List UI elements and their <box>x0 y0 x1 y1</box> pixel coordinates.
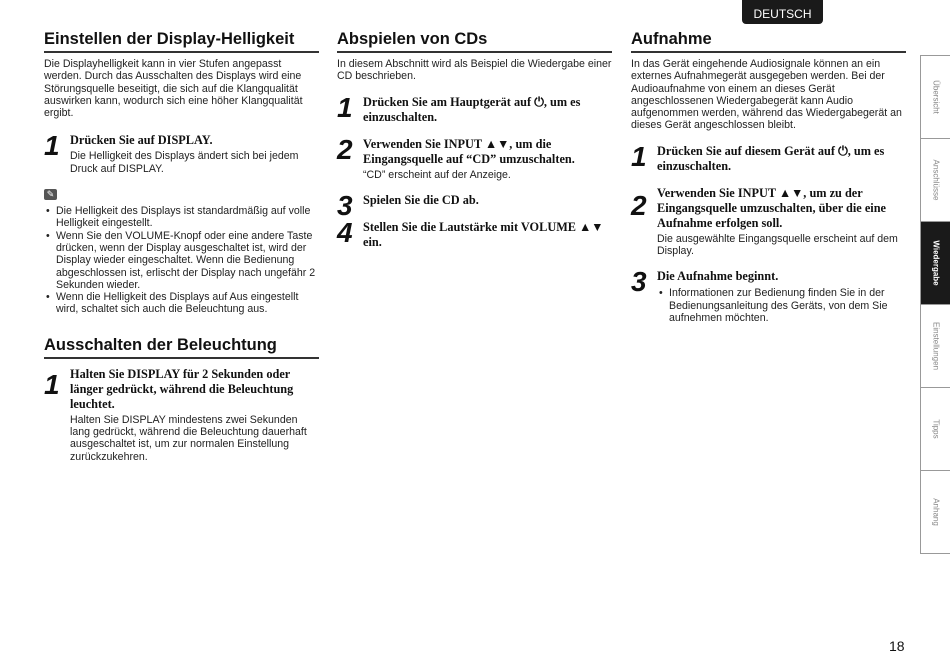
step-description: Die ausgewählte Eingangsquelle erscheint auf dem Display. <box>657 232 898 258</box>
side-tab-wiedergabe[interactable] <box>920 222 950 305</box>
notes-list <box>44 205 319 316</box>
step-description: “CD” erscheint auf der Anzeige. <box>363 168 511 181</box>
side-tab-uebersicht[interactable] <box>920 56 950 139</box>
step-title: Drücken Sie auf DISPLAY. <box>70 133 213 148</box>
step <box>337 216 612 250</box>
step <box>44 367 319 463</box>
side-tab-label: Wiedergabe <box>931 240 940 286</box>
side-tab-anschluesse[interactable] <box>920 139 950 222</box>
step-number: 4 <box>337 216 353 248</box>
note-item: • Wenn Sie den VOLUME-Knopf oder eine andere Taste drücken, wenn der Display ausgeschaltet ist, wird der Display wieder eingeschaltet. Wenn die Bedienung abgeschlossen ist, erlischt der Display nach ungefähr 2 Sekunden wieder. <box>44 230 319 291</box>
step-number: 1 <box>44 130 60 162</box>
step <box>337 133 612 181</box>
step-number: 3 <box>337 189 353 221</box>
section-intro: Die Displayhelligkeit kann in vier Stufen angepasst werden. Durch das Ausschalten des Displays wird eine Störungsquelle beseitigt, die sich auf die Klangqualität auswirken kann, wodurch sich eine höher Klangqualität ergibt. <box>44 58 303 120</box>
note-item: • Wenn die Helligkeit des Displays auf Aus eingestellt wird, schaltet sich auch die Beleuchtung aus. <box>44 291 319 316</box>
side-navigation <box>920 55 950 554</box>
step <box>337 91 612 125</box>
step <box>337 189 612 221</box>
step-title: Spielen Sie die CD ab. <box>363 192 479 207</box>
note-pencil-icon: ✎ <box>44 189 57 200</box>
step-number: 2 <box>337 133 353 165</box>
step <box>631 140 906 174</box>
step <box>44 130 319 175</box>
step-title: Die Aufnahme beginnt. <box>657 269 779 284</box>
section-title-backlight-off: Ausschalten der Beleuchtung <box>44 336 319 359</box>
bullet-item: • Informationen zur Bedienung finden Sie in der Bedienungsanleitung des Geräts, von dem Sie aufnehmen möchten. <box>657 287 906 324</box>
step-number: 1 <box>631 140 647 172</box>
side-tab-anhang[interactable] <box>920 471 950 554</box>
side-tab-label: Einstellungen <box>931 321 940 371</box>
section-title-cd-playback: Abspielen von CDs <box>337 30 612 53</box>
step-title: Verwenden Sie INPUT ▲▼, um die Eingangsquelle auf “CD” umzuschalten. <box>363 136 575 166</box>
section-intro: In diesem Abschnitt wird als Beispiel die Wiedergabe einer CD beschrieben. <box>337 58 612 83</box>
step-description: Die Helligkeit des Displays ändert sich bei jedem Druck auf DISPLAY. <box>70 150 299 175</box>
step <box>631 186 906 258</box>
page-number: 18 <box>889 638 905 654</box>
side-tab-label: Anschlüsse <box>931 159 940 201</box>
side-tab-tipps[interactable] <box>920 388 950 471</box>
step-number: 1 <box>337 91 353 123</box>
side-tab-einstellungen[interactable] <box>920 305 950 388</box>
language-badge: DEUTSCH <box>742 0 823 24</box>
section-title-display-brightness: Einstellen der Display-Helligkeit <box>44 30 319 53</box>
step-number: 1 <box>44 368 60 400</box>
side-tab-label: Anhang <box>931 498 940 526</box>
step <box>631 266 906 324</box>
note-item: • Die Helligkeit des Displays ist standardmäßig auf volle Helligkeit eingestellt. <box>44 205 319 230</box>
section-title-recording: Aufnahme <box>631 30 906 53</box>
column-display-brightness <box>44 30 319 463</box>
step-title: Halten Sie DISPLAY für 2 Sekunden oder länger gedrückt, während die Beleuchtung leuchtet. <box>70 366 294 411</box>
step-number: 2 <box>631 189 647 221</box>
side-tab-label: Übersicht <box>931 80 940 114</box>
step-title: Drücken Sie auf diesem Gerät auf ⏻, um es einzuschalten. <box>657 143 885 173</box>
column-recording <box>631 30 906 324</box>
column-cd-playback <box>337 30 612 250</box>
step-number: 3 <box>631 266 647 298</box>
step-bullets <box>657 287 906 324</box>
step-description: Halten Sie DISPLAY mindestens zwei Sekunden lang gedrückt, während die Beleuchtung dauerhaft ausgeschaltet ist, um zur normalen Einstellung zurückzukehren. <box>70 413 307 463</box>
step-title: Stellen Sie die Lautstärke mit VOLUME ▲▼ ein. <box>363 219 604 249</box>
side-tab-label: Tipps <box>931 419 940 439</box>
step-title: Drücken Sie am Hauptgerät auf ⏻, um es einzuschalten. <box>363 94 581 124</box>
step-title: Verwenden Sie INPUT ▲▼, um zu der Eingangsquelle umzuschalten, über die eine Aufnahme erfolgen soll. <box>657 185 886 230</box>
section-intro: In das Gerät eingehende Audiosignale können an ein externes Aufnahmegerät ausgegeben werden. Bei der Audioaufnahme von einem an dieses Gerät angeschlossenen Wiedergabegerät kann Audio aufgenommen werden, während das Wiedergabegerät an dieses Gerät angeschlossen bleibt. <box>631 58 902 132</box>
